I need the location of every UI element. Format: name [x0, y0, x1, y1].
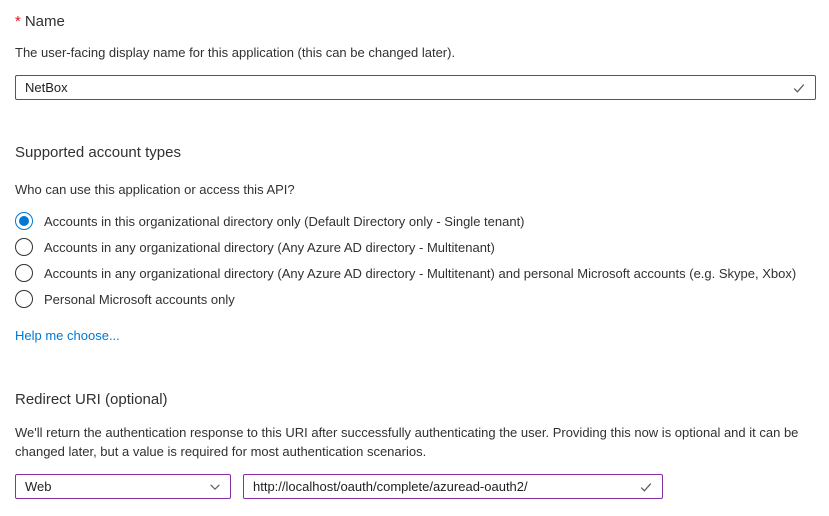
platform-select-value: Web — [25, 479, 52, 494]
redirect-uri-title: Redirect URI (optional) — [15, 391, 168, 408]
redirect-uri-description: We'll return the authentication response to this URI after successfully authenticating the user. Providing this now is optional and it can be changed later, but a value is required for most authentication scenarios. — [15, 425, 799, 459]
name-field-label: Name — [24, 13, 65, 30]
account-type-option-label: Accounts in this organizational directory only (Default Directory only - Single tenant) — [44, 213, 525, 229]
name-field-title — [15, 12, 816, 32]
chevron-down-icon — [208, 480, 222, 494]
platform-select-dropdown[interactable] — [15, 474, 231, 499]
account-types-radio-group — [15, 208, 816, 312]
account-type-option-multitenant-personal[interactable] — [15, 260, 816, 286]
app-name-input[interactable] — [15, 75, 816, 100]
account-types-title: Supported account types — [15, 144, 181, 161]
app-name-input-wrap — [15, 75, 816, 100]
account-type-option-label: Personal Microsoft accounts only — [44, 291, 235, 307]
account-type-option-label: Accounts in any organizational directory (Any Azure AD directory - Multitenant) — [44, 239, 495, 255]
redirect-uri-input-wrap — [243, 474, 663, 499]
help-me-choose-link[interactable]: Help me choose... — [15, 328, 120, 343]
account-type-option-single-tenant[interactable] — [15, 208, 816, 234]
account-type-option-multitenant[interactable] — [15, 234, 816, 260]
radio-icon[interactable] — [15, 264, 33, 282]
redirect-uri-input[interactable] — [243, 474, 663, 499]
radio-icon[interactable] — [15, 290, 33, 308]
radio-icon[interactable] — [15, 212, 33, 230]
name-field-description: The user-facing display name for this application (this can be changed later). — [15, 45, 456, 60]
account-type-option-personal-only[interactable] — [15, 286, 816, 312]
redirect-uri-controls — [15, 474, 816, 499]
account-types-question: Who can use this application or access this API? — [15, 182, 295, 197]
radio-icon[interactable] — [15, 238, 33, 256]
required-asterisk: * — [15, 13, 21, 30]
account-type-option-label: Accounts in any organizational directory (Any Azure AD directory - Multitenant) and personal Microsoft accounts (e.g. Skype, Xbox) — [44, 265, 797, 281]
